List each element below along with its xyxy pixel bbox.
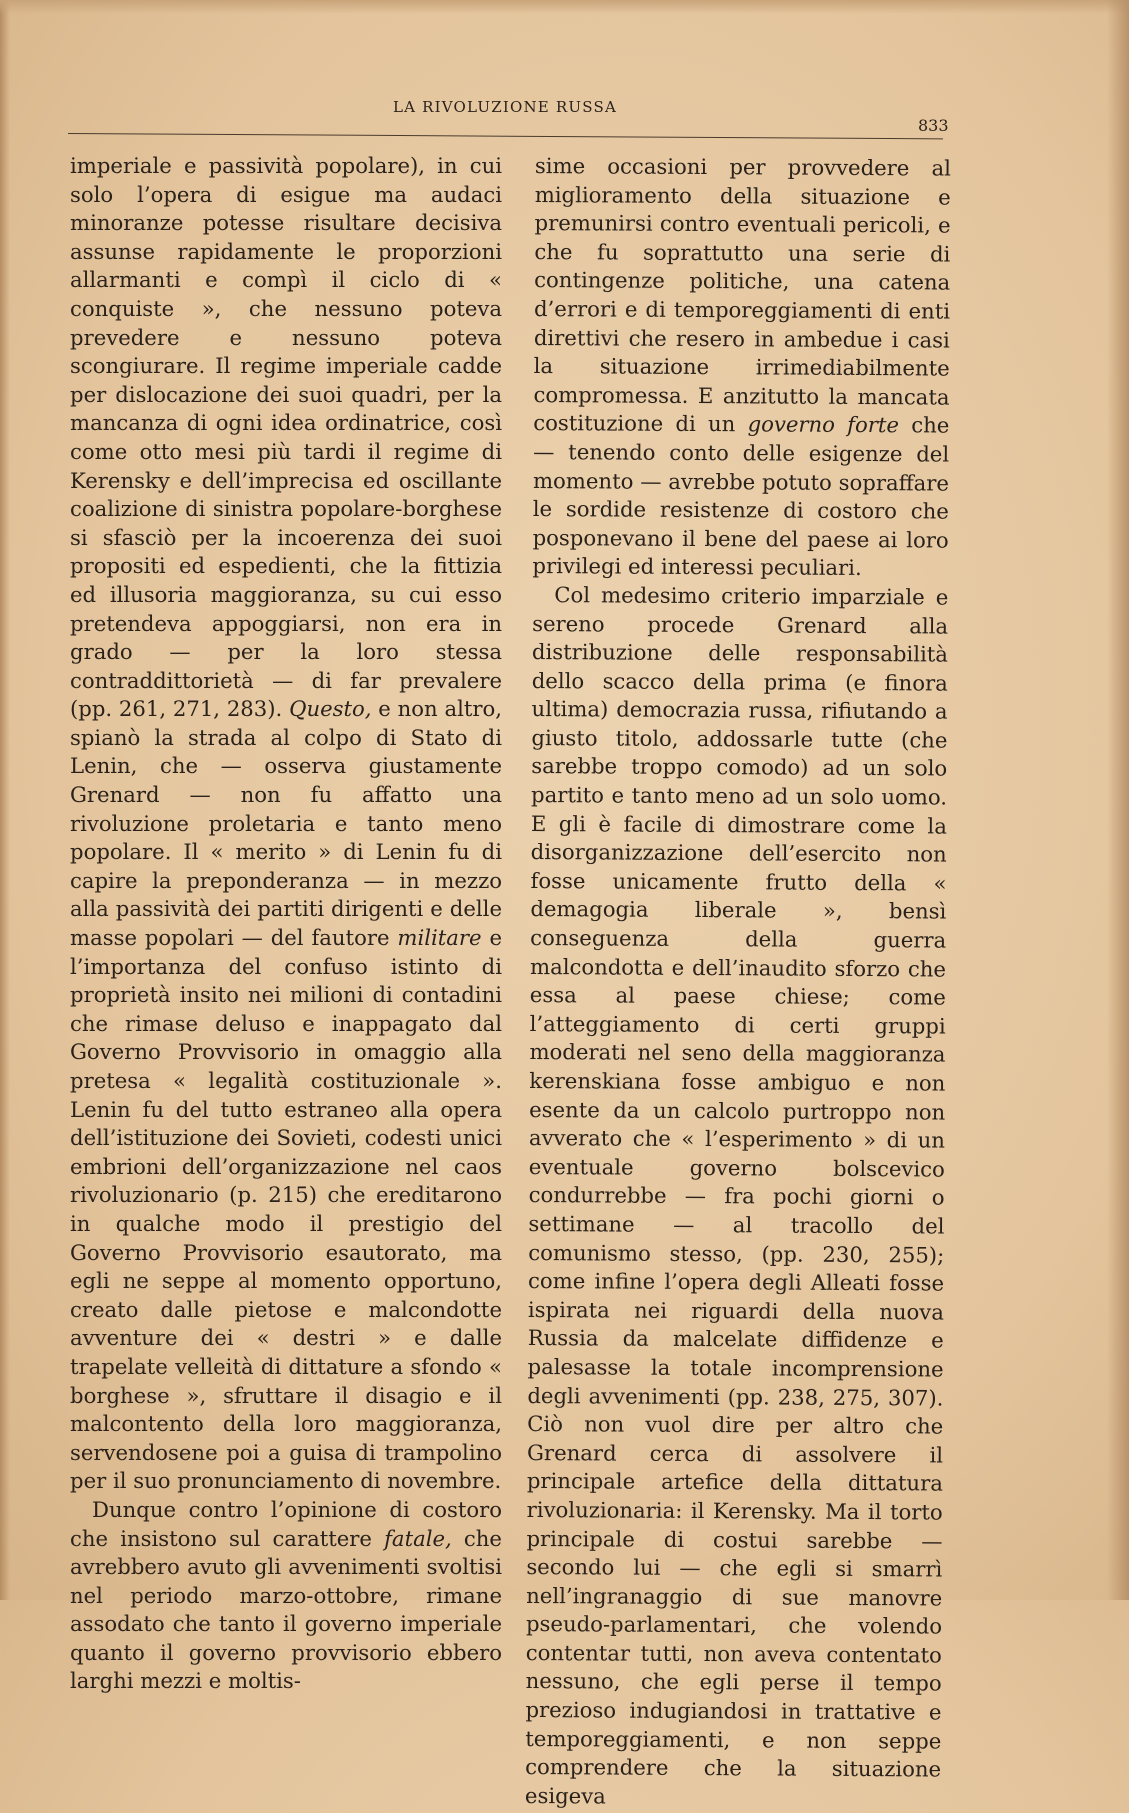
left-paragraph-2 bbox=[70, 1496, 502, 1696]
right-p1-text-b: che — tenendo conto delle esigenze del momento — avrebbe potuto sopraffare le sordide resistenze di costoro che posponevano il bene del paese ai loro privilegi ed interessi peculiari. bbox=[532, 412, 950, 581]
page-edge-left bbox=[0, 0, 10, 1600]
left-p1-italic-2: militare bbox=[397, 925, 482, 951]
right-paragraph-1 bbox=[532, 152, 951, 583]
left-p1-text-c: e l’importanza del confuso istinto di proprietà insito nei milioni di contadini che rimase deluso e inappagato dal Governo Provvisorio in omaggio alla pretesa « legalità costituzionale ». Lenin fu del tutto estraneo alla opera dell’istituzione dei Sovieti, codesti unici embrioni dell’organizzazione nel caos rivoluzionario (p. 215) che ereditarono in qualche modo il prestigio del Governo Provvisorio esautorato, ma egli ne seppe al momento opportuno, creato dalle pietose e malcondotte avventure dei « destri » e dalle trapelate velleità di dittature a sfondo « borghese », sfruttare il disagio e il malcontento della loro maggioranza, servendosene poi a guisa di trampolino per il suo pronunciamento di novembre. bbox=[70, 925, 502, 1494]
left-column bbox=[70, 152, 502, 1696]
left-p2-text-b: che avrebbero avuto gli avvenimenti svoltisi nel periodo marzo-ottobre, rimane assodato che tanto il governo imperiale quanto il governo provvisorio ebbero larghi mezzi e moltis- bbox=[70, 1525, 502, 1694]
page-edge-right bbox=[1107, 0, 1129, 1600]
right-p1-italic: governo forte bbox=[747, 411, 900, 438]
left-p2-text-a: Dunque contro l’opinione di costoro che insistono sul carattere bbox=[70, 1496, 502, 1551]
left-p1-italic-1: Questo, bbox=[289, 696, 372, 722]
left-p2-italic: fatale, bbox=[384, 1525, 452, 1551]
page-number: 833 bbox=[918, 116, 949, 135]
left-p1-text-b: e non altro, spianò la strada al colpo di Stato di Lenin, che — osserva giustamente Grenard — non fu affatto una rivoluzione proletaria e tanto meno popolare. Il « merito » di Lenin fu di capire la preponderanza — in mezzo alla passività dei partiti dirigenti e delle masse popolari — del fautore bbox=[70, 696, 502, 951]
left-p1-text-a: imperiale e passività popolare), in cui solo l’opera di esigue ma audaci minoranze potesse risultare decisiva assunse rapidamente le proporzioni allarmanti e compì il ciclo di « conquiste », che nessuno poteva prevedere e nessuno poteva scongiurare. Il regime imperiale cadde per dislocazione dei suoi quadri, per la mancanza di ogni idea ordinatrice, così come otto mesi più tardi il regime di Kerensky e dell’imprecisa ed oscillante coalizione di sinistra popolare-borghese si sfasciò per la incoerenza dei suoi propositi ed espedienti, che la fittizia ed illusoria maggioranza, su cui esso pretendeva appoggiarsi, non era in grado — per la loro stessa contraddittorietà — di far prevalere (pp. 261, 271, 283). bbox=[70, 153, 502, 722]
page-edge-top bbox=[0, 0, 1129, 14]
right-column bbox=[525, 152, 951, 1813]
header-rule bbox=[68, 133, 943, 139]
right-p1-text-a: sime occasioni per provvedere al miglioramento della situazione e premunirsi contro eventuali pericoli, e che fu soprattutto una serie di contingenze politiche, una catena d’errori e di temporeggiamenti di enti direttivi che resero in ambedue i casi la situazione irrimediabilmente compromessa. E anzitutto la mancata costituzione di un bbox=[533, 152, 951, 437]
running-title: LA RIVOLUZIONE RUSSA bbox=[393, 98, 617, 116]
left-paragraph-1 bbox=[70, 152, 502, 1496]
right-paragraph-2: Col medesimo criterio imparziale e sereno procede Grenard alla distribuzione delle responsabilità dello scacco della prima (e finora ultima) democrazia russa, rifiutando a giusto titolo, addossarle tutte (che sarebbe troppo comodo) ad un solo partito e tanto meno ad un solo uomo. E gli è facile di dimostrare come la disorganizzazione dell’esercito non fosse unicamente frutto della « demagogia liberale », bensì conseguenza della guerra malcondotta e dell’inaudito sforzo che essa al paese chiese; come l’atteggiamento di certi gruppi moderati nel seno della maggioranza kerenskiana fosse ambiguo e non esente da un calcolo purtroppo non avverato che « l’esperimento » di un eventuale governo bolscevico condurrebbe — fra pochi giorni o settimane — al tracollo del comunismo stesso, (pp. 230, 255); come infine l’opera degli Alleati fosse ispirata nei riguardi della nuova Russia da malcelate diffidenze e palesasse la totale incomprensione degli avvenimenti (pp. 238, 275, 307). Ciò non vuol dire per altro che Grenard cerca di assolvere il principale artefice della dittatura rivoluzionaria: il Kerensky. Ma il torto principale di costui sarebbe — secondo lui — che egli si smarrì nell’ingranaggio di sue manovre pseudo-parlamentari, che volendo contentar tutti, non aveva contentato nessuno, che egli perse il tempo prezioso indugiandosi in trattative e temporeggiamenti, e non seppe comprendere che la situazione esigeva bbox=[524, 582, 949, 1809]
